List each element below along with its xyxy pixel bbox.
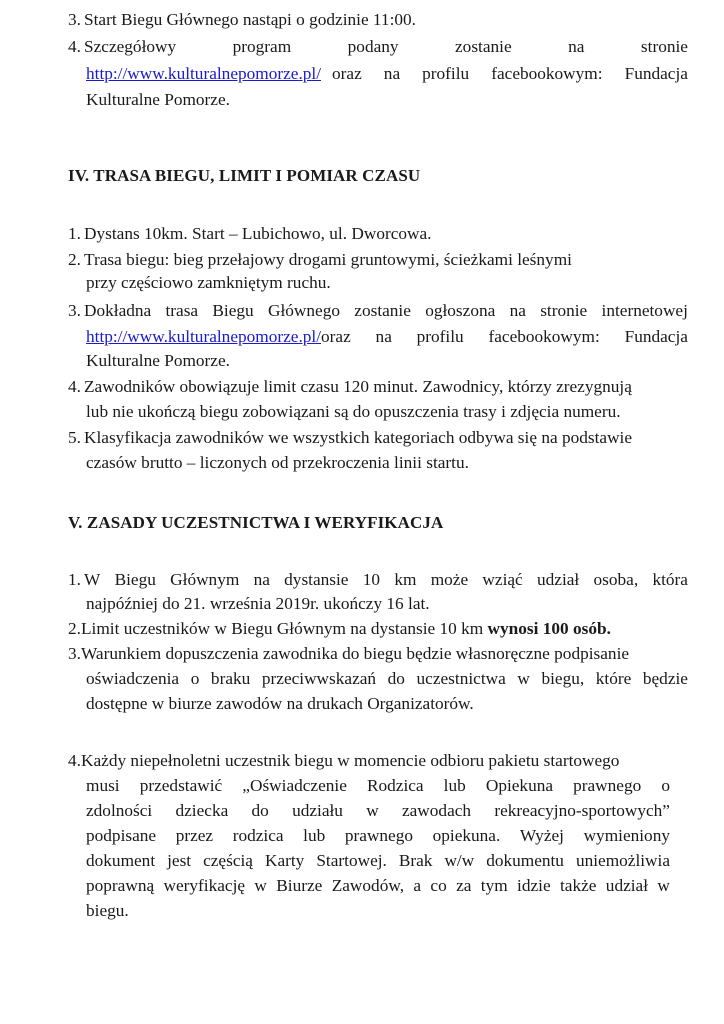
word: do (251, 801, 269, 820)
word: idzie (517, 876, 551, 895)
word: km (394, 570, 417, 589)
item-text-line (86, 850, 670, 872)
item-text-line (84, 300, 688, 322)
word: uczestnictwa (416, 669, 506, 688)
item-text-bold: wynosi 100 osób. (487, 619, 611, 638)
word: tym (480, 876, 508, 895)
item-text-line: przy częściowo zamkniętym ruchu. (86, 273, 331, 292)
word: oświadczenia (86, 669, 180, 688)
word: prawnego (573, 776, 642, 795)
word: Rodzica (366, 776, 424, 795)
item-text-plain: Limit uczestników w Biegu Głównym na dystansie 10 km (81, 619, 488, 638)
item-text-line (86, 800, 670, 822)
word: jest (167, 851, 192, 870)
word: w (254, 876, 267, 895)
item-text-line: lub nie ukończą biegu zobowiązani są do opuszczenia trasy i zdjęcia numeru. (86, 402, 621, 421)
word: profilu (422, 64, 470, 83)
word: biegu, (541, 669, 585, 688)
word: oraz (332, 64, 362, 83)
website-link[interactable]: http://www.kulturalnepomorze.pl/ (86, 64, 322, 83)
word: o (661, 776, 670, 795)
word: dokument (86, 851, 156, 870)
word: Szczegółowy (84, 37, 177, 56)
word: uniemożliwia (575, 851, 670, 870)
word: w (657, 876, 670, 895)
word: profilu (416, 327, 464, 346)
word: przeciwwskazań (261, 669, 377, 688)
word: poprawną (86, 876, 155, 895)
word: stronie (540, 301, 588, 320)
word: Wyżej (519, 826, 564, 845)
word: na (375, 327, 392, 346)
item-number: 2. (68, 250, 81, 269)
item-text: Start Biegu Głównego nastąpi o godzinie 11:00. (84, 10, 416, 29)
word: Opiekuna (485, 776, 554, 795)
word: Fundacja (624, 327, 688, 346)
item-number: 4. (68, 377, 81, 396)
word: zdolności (86, 801, 153, 820)
word: Biurze (276, 876, 323, 895)
word: Głównego (267, 301, 340, 320)
word: Biegu (212, 301, 254, 320)
word: ogłoszona (425, 301, 496, 320)
word: musi (86, 776, 120, 795)
item-number: 3. (68, 10, 81, 29)
item-number: 1. (68, 224, 81, 243)
item-text-line: Każdy niepełnoletni uczestnik biegu w momencie odbioru pakietu startowego (81, 751, 620, 770)
word: Fundacja (624, 64, 688, 83)
word: dokumentu (486, 851, 564, 870)
item-text-line: Warunkiem dopuszczenia zawodnika do biegu będzie własnoręczne podpisanie (81, 644, 630, 663)
word: częścią (203, 851, 253, 870)
section-heading: V. ZASADY UCZESTNICTWA I WERYFIKACJA (68, 513, 444, 532)
word: przedstawić (139, 776, 223, 795)
word: trasa (165, 301, 199, 320)
word: która (652, 570, 688, 589)
word: na (568, 37, 585, 56)
word: wymieniony (583, 826, 670, 845)
item-number: 4. (68, 751, 81, 770)
word: co (430, 876, 447, 895)
word: na (509, 301, 526, 320)
word: stronie (640, 37, 688, 56)
word: na (383, 64, 401, 83)
item-text-line: Trasa biegu: bieg przełajowy drogami gruntowymi, ścieżkami leśnymi (84, 250, 572, 269)
word: zawodach (401, 801, 472, 820)
word: będzie (642, 669, 688, 688)
word: facebookowym: (488, 327, 600, 346)
word: Dokładna (84, 301, 152, 320)
section-heading: IV. TRASA BIEGU, LIMIT I POMIAR CZASU (68, 166, 421, 185)
word: Biegu (114, 570, 156, 589)
item-text-line: Zawodników obowiązuje limit czasu 120 minut. Zawodnicy, którzy zrezygnują (84, 377, 632, 396)
item-text-line: czasów brutto – liczonych od przekroczenia linii startu. (86, 453, 469, 472)
item-text-line: biegu. (86, 901, 129, 920)
word: udział (537, 570, 580, 589)
item-text-line: Kulturalne Pomorze. (86, 351, 230, 370)
item-number: 4. (68, 37, 81, 56)
word: rodzica (232, 826, 284, 845)
word: Startowej. (316, 851, 387, 870)
word: w (517, 669, 530, 688)
item-number: 3. (68, 644, 81, 663)
word: zostanie (455, 37, 512, 56)
word: lub (443, 776, 466, 795)
item-text-line (86, 775, 670, 797)
word: Głównym (170, 570, 240, 589)
item-text-line: najpóźniej do 21. września 2019r. ukończy 16 lat. (86, 594, 430, 613)
item-text-line (86, 875, 670, 897)
word: przez (175, 826, 214, 845)
item-text-line (86, 668, 688, 690)
word: na (253, 570, 270, 589)
word: opiekuna. (432, 826, 501, 845)
item-number: 3. (68, 301, 81, 320)
word: także (559, 876, 597, 895)
item-number: 1. (68, 570, 81, 589)
word: W (84, 570, 101, 589)
word: udział (605, 876, 649, 895)
item-text-line: dostępne w biurze zawodów na drukach Organizatorów. (86, 694, 474, 713)
word: Brak (398, 851, 433, 870)
item-text-line: Klasyfikacja zawodników we wszystkich kategoriach odbywa się na podstawie (84, 428, 633, 447)
item-text-line (84, 569, 688, 591)
word: w (366, 801, 379, 820)
item-text-line: Kulturalne Pomorze. (86, 90, 230, 109)
word: Zawodów, (331, 876, 405, 895)
word: dziecka (175, 801, 229, 820)
word: do (387, 669, 405, 688)
item-text-line (84, 36, 688, 58)
word: dystansie (284, 570, 349, 589)
word: oraz (321, 327, 351, 346)
word: Karty (264, 851, 305, 870)
word: zostanie (354, 301, 411, 320)
word: wziąć (482, 570, 523, 589)
item-text: Dystans 10km. Start – Lubichowo, ul. Dworcowa. (84, 224, 432, 243)
word: „Oświadczenie (242, 776, 347, 795)
word: podpisane (86, 826, 157, 845)
word: prawnego (344, 826, 414, 845)
website-link[interactable]: http://www.kulturalnepomorze.pl/ (86, 327, 322, 346)
item-number: 5. (68, 428, 81, 447)
item-text-line (86, 326, 688, 348)
word: może (430, 570, 469, 589)
word: weryfikację (163, 876, 246, 895)
word: program (232, 37, 292, 56)
word: lub (303, 826, 326, 845)
item-text-line (86, 825, 670, 847)
word: a (413, 876, 422, 895)
word: które (595, 669, 632, 688)
word: w/w (444, 851, 475, 870)
item-text (81, 618, 611, 640)
word: osoba, (593, 570, 639, 589)
word: 10 (362, 570, 381, 589)
word: facebookowym: (491, 64, 603, 83)
word: udziału (292, 801, 343, 820)
word: braku (210, 669, 251, 688)
word: za (456, 876, 472, 895)
item-number: 2. (68, 619, 81, 638)
word: podany (347, 37, 399, 56)
word: o (190, 669, 200, 688)
word: internetowej (601, 301, 688, 320)
item-text-line (86, 63, 688, 85)
word: rekreacyjno-sportowych” (494, 801, 670, 820)
